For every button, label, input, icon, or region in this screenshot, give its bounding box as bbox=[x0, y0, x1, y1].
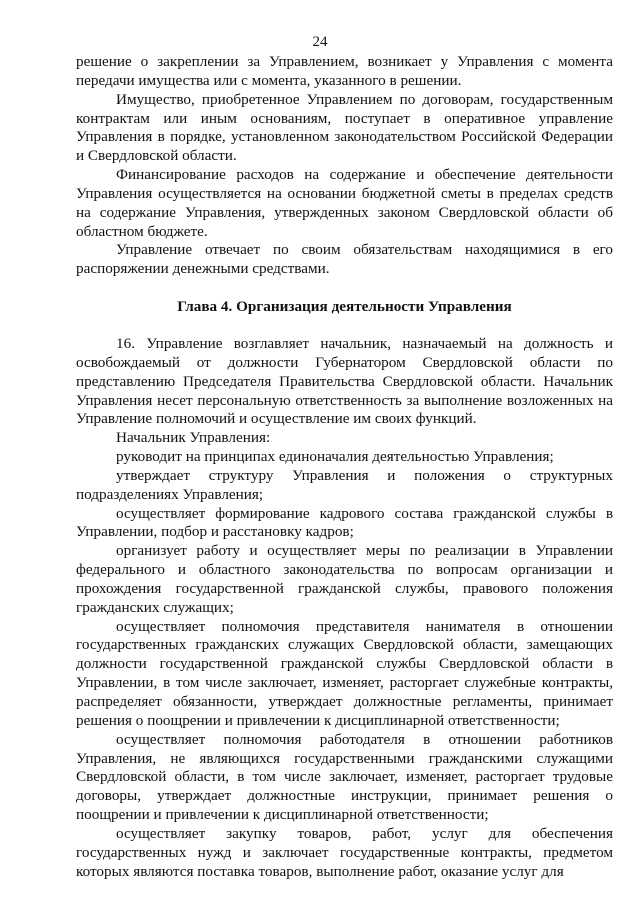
paragraph: Имущество, приобретенное Управлением по договорам, государственным контрактам или иным основаниям, поступает в оперативное управление Управления в порядке, установленном законодательством Российской Федерации и Свердловской области. bbox=[76, 90, 613, 165]
paragraph: утверждает структуру Управления и положения о структурных подразделениях Управления; bbox=[76, 466, 613, 503]
paragraph: 16. Управление возглавляет начальник, назначаемый на должность и освобождаемый от должности Губернатором Свердловской области по представлению Председателя Правительства Свердловской области. Начальник Управления несет персональную ответственность за выполнение возложенных на Управление полномочий и осуществление им своих функций. bbox=[76, 334, 613, 428]
paragraph: Финансирование расходов на содержание и обеспечение деятельности Управления осуществляется на основании бюджетной сметы в пределах средств на содержание Управления, утвержденных законом Свердловской области об областном бюджете. bbox=[76, 166, 613, 240]
paragraph: осуществляет формирование кадрового состава гражданской службы в Управлении, подбор и расстановку кадров; bbox=[76, 504, 613, 541]
paragraph: осуществляет полномочия представителя нанимателя в отношении государственных гражданских служащих Свердловской области, замещающих должности государственной гражданской службы Свердловской области в Управлении, в том числе заключает, изменяет, расторгает служебные контракты, распределяет обязанности, утверждает должностные регламенты, принимает решения о поощрении и привлечении к дисциплинарной ответственности; bbox=[76, 617, 613, 729]
page-number: 24 bbox=[312, 34, 328, 50]
paragraph: осуществляет полномочия работодателя в отношении работников Управления, не являющихся государственными гражданскими служащими Свердловской области, в том числе заключает, изменяет, расторгает трудовые договоры, утверждает должностные инструкции, принимает решения о поощрении и привлечении к дисциплинарной ответственности; bbox=[76, 730, 613, 824]
paragraph: осуществляет закупку товаров, работ, услуг для обеспечения государственных нужд и заключает государственные контракты, предметом которых являются поставка товаров, выполнение работ, оказание услуг для bbox=[76, 824, 613, 880]
chapter-heading: Глава 4. Организация деятельности Управления bbox=[177, 298, 512, 316]
document-body bbox=[76, 53, 613, 881]
paragraph: Управление отвечает по своим обязательствам находящимися в его распоряжении денежными средствами. bbox=[76, 241, 613, 278]
paragraph: организует работу и осуществляет меры по реализации в Управлении федерального и областного законодательства по вопросам организации и прохождения государственной гражданской службы, правового положения гражданских служащих; bbox=[76, 542, 613, 616]
paragraph-continuation: решение о закреплении за Управлением, возникает у Управления с момента передачи имущества или с момента, указанного в решении. bbox=[76, 53, 613, 89]
paragraph: руководит на принципах единоначалия деятельностью Управления; bbox=[116, 448, 554, 466]
paragraph: Начальник Управления: bbox=[116, 429, 271, 447]
